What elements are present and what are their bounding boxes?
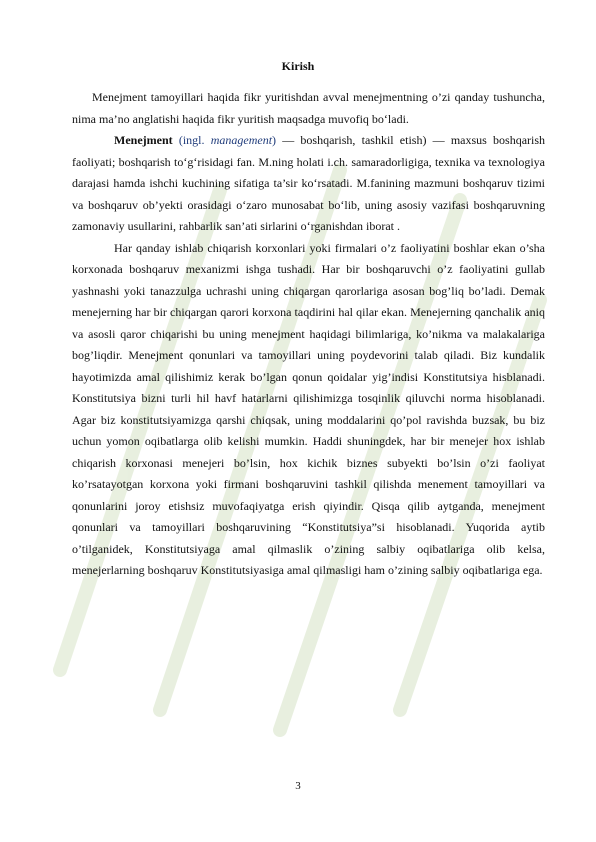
document-body — [72, 87, 545, 582]
term-menejment: Menejment — [114, 133, 173, 147]
language-abbrev: ingl. — [182, 133, 205, 147]
paren-open: ( — [178, 133, 183, 147]
paragraph-main: Har qanday ishlab chiqarish korxonlari yoki firmalari o’z faoliyatini boshlar ekan o’sha korxonada boshqaruv mexanizmi ishga tushadi. Har bir boshqaruvchi o’z faoliyatini gullab yashnashi yoki tanazzulga uchrashi uning chiqargan qarorlariga asosan bog’liq bo’ladi. Demak menejerning har bir chiqargan qarori korxona taqdirini hal qilar ekan. Menejerning qanchalik aniq va asosli qaror chiqarishi bu uning menejment haqidagi bilimlariga, ko’nikma va malakalariga bog’liqdir. Menejment qonunlari va tamoyillari uning poydevorini talab qiladi. Biz kundalik hayotimizda amal qilishimiz kerak bo’lgan qonun qoidalar yig’indisi Konstitutsiya hisblanadi. Konstitutsiya bizni turli hil havf hatarlarni qilishimizga tosqinlik qiluvchi norma hisoblanadi. Agar biz konstitutsiyamizga qarshi chiqsak, uning moddalarini qo’pol ravishda buzsak, bu biz uchun yomon oqibatlarga olib kelishi mumkin. Haddi shuningdek, har bir menejer hox ishlab chiqarish korxonasi menejeri bo’lsin, hox kichik biznes subyekti bo’lsin o’zi faoliyat ko’rsatayotgan korxona yoki firmani boshqaruvini tashkil qilishda menement tamoyillari va qonunlarini joroy etishsiz muvofaqiyatga erish qiyindir. Qisqa qilib aytganda, menejment qonunlari va tamoyillari boshqaruvining “Konstitutsiya”si hisoblanadi. Yuqorida aytib o’tilganidek, Konstitutsiyaga amal qilmaslik o’zining salbiy oqibatlariga olib kelsa, menejerlarning boshqaruv Konstitutsiyasiga amal qilmasligi ham o’zining salbiy oqibatlariga ega. — [72, 240, 545, 577]
definition-text: — boshqarish, tashkil etish) — maxsus boshqarish faoliyati; boshqarish to‘g‘risidagi fan. M.ning holati i.ch. samaradorligiga, texnika va texnologiya darajasi hamda ishchi kuchining sifatiga ta’sir ko‘rsatadi. M.fanining mazmuni boshqaruv tizimi va boshqaruv ob’yekti orasidagi o‘zaro munosabat bo‘lib, uning asosiy vazifasi boshqaruvning zamonaviy usullarini, rahbarlik san’ati sirlarini o‘rganishdan iborat . — [72, 133, 546, 233]
page-number: 3 — [295, 780, 301, 792]
paragraph-definition — [72, 130, 545, 238]
paragraph-intro: Menejment tamoyillari haqida fikr yuritishdan avval menejmentning o’zi qanday tushuncha, nima ma’no anglatishi haqida fikr yuritish maqsadga muvofiq bo‘ladi. — [72, 90, 545, 126]
english-term: management — [210, 133, 273, 147]
page-title: Kirish — [281, 59, 315, 73]
paren-close: ) — [272, 133, 277, 147]
